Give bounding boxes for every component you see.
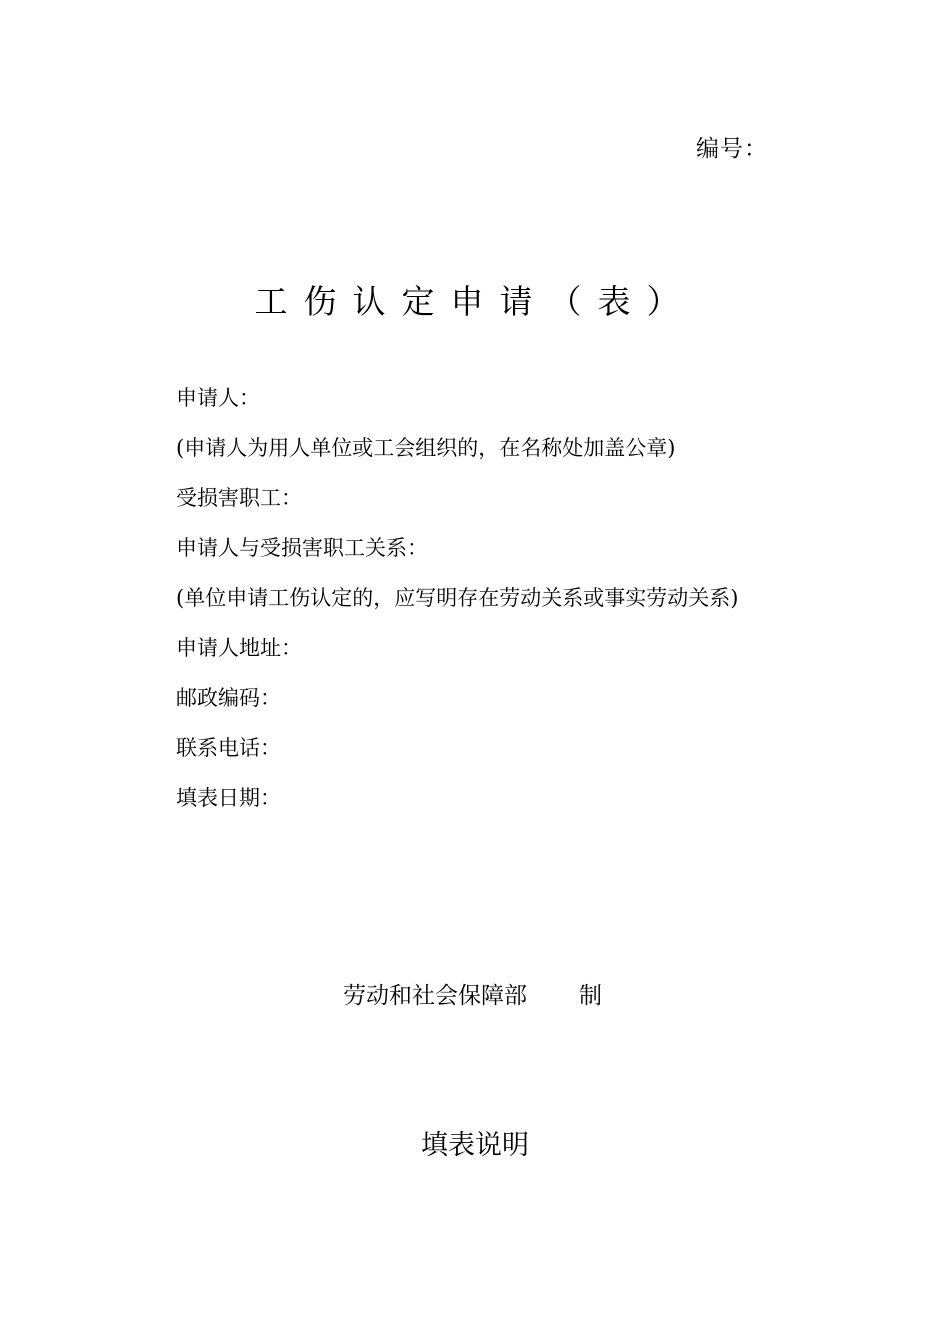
page-title: 工伤认定申请（表） <box>254 282 696 321</box>
field-phone: 联系电话： <box>176 736 281 760</box>
issuer-organization: 劳动和社会保障部 <box>343 983 527 1009</box>
application-fields <box>176 382 826 832</box>
instructions-title: 填表说明 <box>421 1130 529 1161</box>
note-relationship: (单位申请工伤认定的，应写明存在劳动关系或事实劳动关系) <box>176 586 739 610</box>
field-fill-date: 填表日期： <box>176 786 281 810</box>
document-number-label: 编号： <box>696 136 768 162</box>
note-applicant-seal: (申请人为用人单位或工会组织的，在名称处加盖公章) <box>176 436 676 460</box>
field-applicant: 申请人： <box>176 386 260 410</box>
field-applicant-address: 申请人地址： <box>176 636 302 660</box>
field-postal-code: 邮政编码： <box>176 686 281 710</box>
issuer-line <box>343 980 602 1012</box>
issuer-suffix: 制 <box>579 983 602 1009</box>
field-injured-employee: 受损害职工： <box>176 486 302 510</box>
field-relationship: 申请人与受损害职工关系： <box>176 536 428 560</box>
